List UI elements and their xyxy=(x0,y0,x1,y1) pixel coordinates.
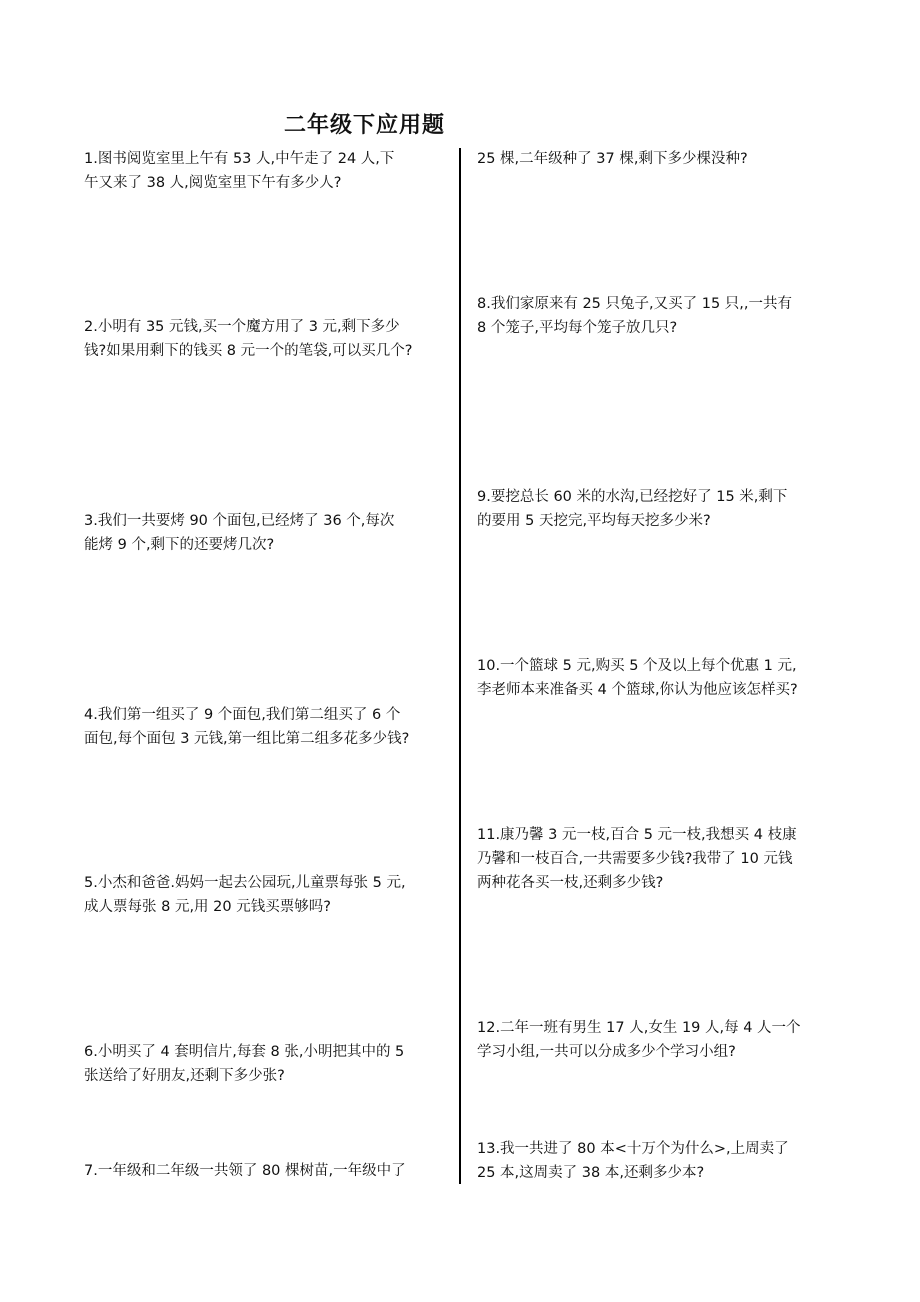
question-line: 的要用 5 天挖完,平均每天挖多少米? xyxy=(477,513,711,529)
question-line: 10.一个篮球 5 元,购买 5 个及以上每个优惠 1 元, xyxy=(477,658,797,674)
question-line: 乃馨和一枝百合,一共需要多少钱?我带了 10 元钱 xyxy=(477,851,793,867)
question-1 xyxy=(84,147,394,195)
question-line: 8.我们家原来有 25 只兔子,又买了 15 只,,一共有 xyxy=(477,296,792,312)
column-divider xyxy=(459,148,461,1184)
question-line: 7.一年级和二年级一共领了 80 棵树苗,一年级中了 xyxy=(84,1163,406,1179)
question-line: 1.图书阅览室里上午有 53 人,中午走了 24 人,下 xyxy=(84,151,395,167)
question-line: 午又来了 38 人,阅览室里下午有多少人? xyxy=(84,175,342,191)
question-line: 学习小组,一共可以分成多少个学习小组? xyxy=(477,1044,736,1060)
question-line: 5.小杰和爸爸.妈妈一起去公园玩,儿童票每张 5 元, xyxy=(84,875,406,891)
question-line: 13.我一共进了 80 本<十万个为什么>,上周卖了 xyxy=(477,1141,789,1157)
question-11 xyxy=(477,823,797,895)
question-line: 成人票每张 8 元,用 20 元钱买票够吗? xyxy=(84,899,331,915)
question-line: 8 个笼子,平均每个笼子放几只? xyxy=(477,320,678,336)
question-9 xyxy=(477,485,787,533)
question-line: 面包,每个面包 3 元钱,第一组比第二组多花多少钱? xyxy=(84,731,410,747)
question-7-continued xyxy=(477,147,748,171)
question-line: 钱?如果用剩下的钱买 8 元一个的笔袋,可以买几个? xyxy=(84,343,413,359)
question-2 xyxy=(84,315,412,363)
question-7 xyxy=(84,1159,406,1183)
question-line: 25 棵,二年级种了 37 棵,剩下多少棵没种? xyxy=(477,151,748,167)
question-12 xyxy=(477,1016,801,1064)
question-line: 能烤 9 个,剩下的还要烤几次? xyxy=(84,537,275,553)
question-4 xyxy=(84,703,409,751)
question-line: 12.二年一班有男生 17 人,女生 19 人,每 4 人一个 xyxy=(477,1020,801,1036)
question-line: 4.我们第一组买了 9 个面包,我们第二组买了 6 个 xyxy=(84,707,401,723)
question-13 xyxy=(477,1137,789,1185)
question-line: 2.小明有 35 元钱,买一个魔方用了 3 元,剩下多少 xyxy=(84,319,400,335)
question-line: 李老师本来准备买 4 个篮球,你认为他应该怎样买? xyxy=(477,682,798,698)
question-line: 3.我们一共要烤 90 个面包,已经烤了 36 个,每次 xyxy=(84,513,395,529)
question-line: 9.要挖总长 60 米的水沟,已经挖好了 15 米,剩下 xyxy=(477,489,788,505)
page-title: 二年级下应用题 xyxy=(284,113,446,138)
question-5 xyxy=(84,871,406,919)
question-line: 6.小明买了 4 套明信片,每套 8 张,小明把其中的 5 xyxy=(84,1044,405,1060)
question-line: 11.康乃馨 3 元一枝,百合 5 元一枝,我想买 4 枝康 xyxy=(477,827,797,843)
question-line: 两种花各买一枝,还剩多少钱? xyxy=(477,875,664,891)
question-3 xyxy=(84,509,394,557)
question-8 xyxy=(477,292,792,340)
question-line: 25 本,这周卖了 38 本,还剩多少本? xyxy=(477,1165,705,1181)
question-line: 张送给了好朋友,还剩下多少张? xyxy=(84,1068,285,1084)
question-6 xyxy=(84,1040,404,1088)
question-10 xyxy=(477,654,798,702)
